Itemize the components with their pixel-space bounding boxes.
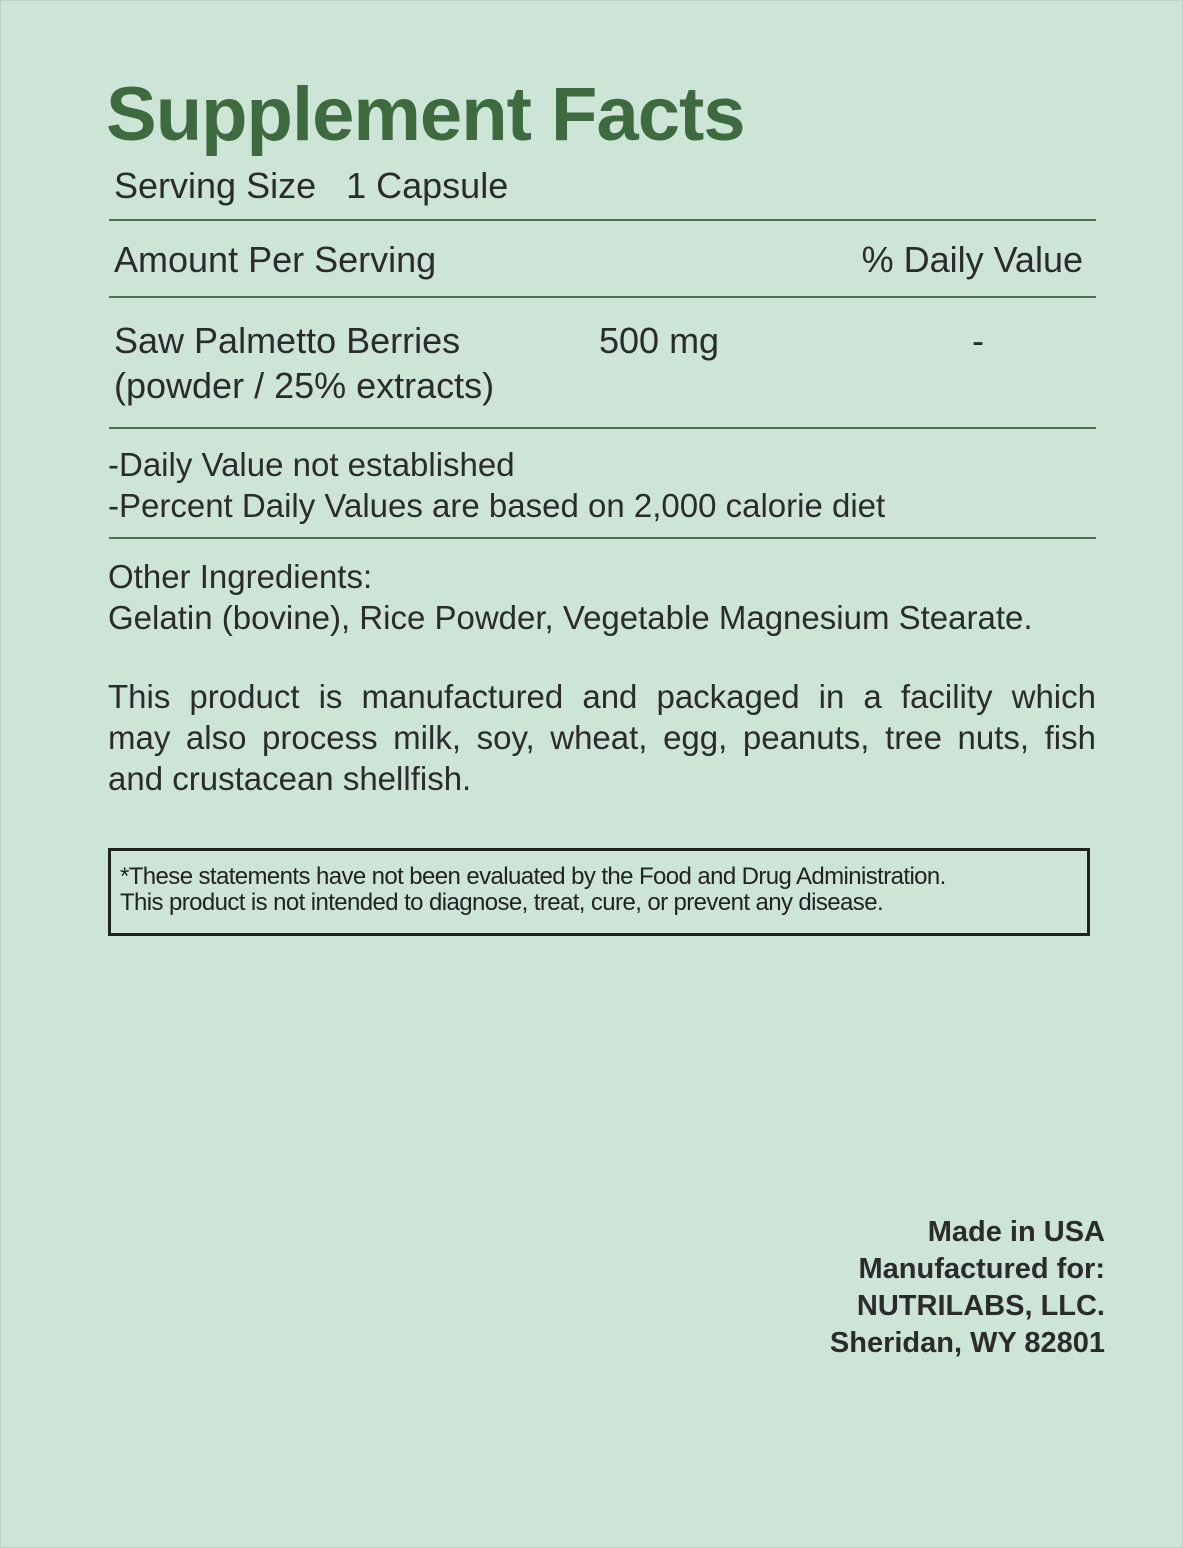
manufactured-for-label: Manufactured for:	[858, 1253, 1105, 1285]
ingredient-name-line2: (powder / 25% extracts)	[114, 365, 495, 406]
note-line: -Daily Value not established	[108, 446, 515, 483]
daily-value-notes	[108, 444, 885, 526]
other-ingredients-label: Other Ingredients:	[108, 558, 373, 595]
allergen-line: may also process milk, soy, wheat, egg, peanuts, tree nuts, fish	[108, 719, 1096, 756]
divider-notes	[109, 537, 1096, 539]
disclaimer-line: This product is not intended to diagnose, treat, cure, or prevent any disease.	[120, 889, 884, 916]
manufacturer-info	[830, 1214, 1105, 1362]
company-name: NUTRILABS, LLC.	[856, 1290, 1105, 1322]
divider-ingredients	[109, 427, 1096, 429]
serving-size-label: Serving Size	[114, 165, 317, 206]
origin-text: Made in USA	[927, 1216, 1105, 1248]
allergen-line: and crustacean shellfish.	[108, 760, 472, 797]
other-ingredients	[108, 556, 1033, 638]
allergen-line: This product is manufactured and packaged in a facility which	[108, 678, 1096, 715]
divider-top	[109, 219, 1096, 221]
daily-value-header: % Daily Value	[861, 239, 1083, 280]
fda-disclaimer-box	[108, 848, 1090, 936]
ingredient-daily-value: -	[972, 320, 984, 361]
divider-header	[109, 296, 1096, 298]
serving-size-value: 1 Capsule	[346, 165, 509, 206]
ingredient-name-line1: Saw Palmetto Berries	[114, 320, 461, 361]
note-line: -Percent Daily Values are based on 2,000 calorie diet	[108, 487, 886, 524]
serving-size	[114, 164, 508, 208]
ingredient-amount: 500 mg	[599, 320, 720, 361]
disclaimer-line: *These statements have not been evaluated by the Food and Drug Administration.	[120, 863, 946, 890]
ingredient-name	[114, 318, 494, 408]
allergen-statement	[108, 676, 1096, 799]
amount-per-serving-header: Amount Per Serving	[114, 239, 437, 280]
label-title: Supplement Facts	[106, 72, 745, 157]
other-ingredients-list: Gelatin (bovine), Rice Powder, Vegetable Magnesium Stearate.	[108, 599, 1033, 636]
company-address: Sheridan, WY 82801	[829, 1327, 1105, 1359]
